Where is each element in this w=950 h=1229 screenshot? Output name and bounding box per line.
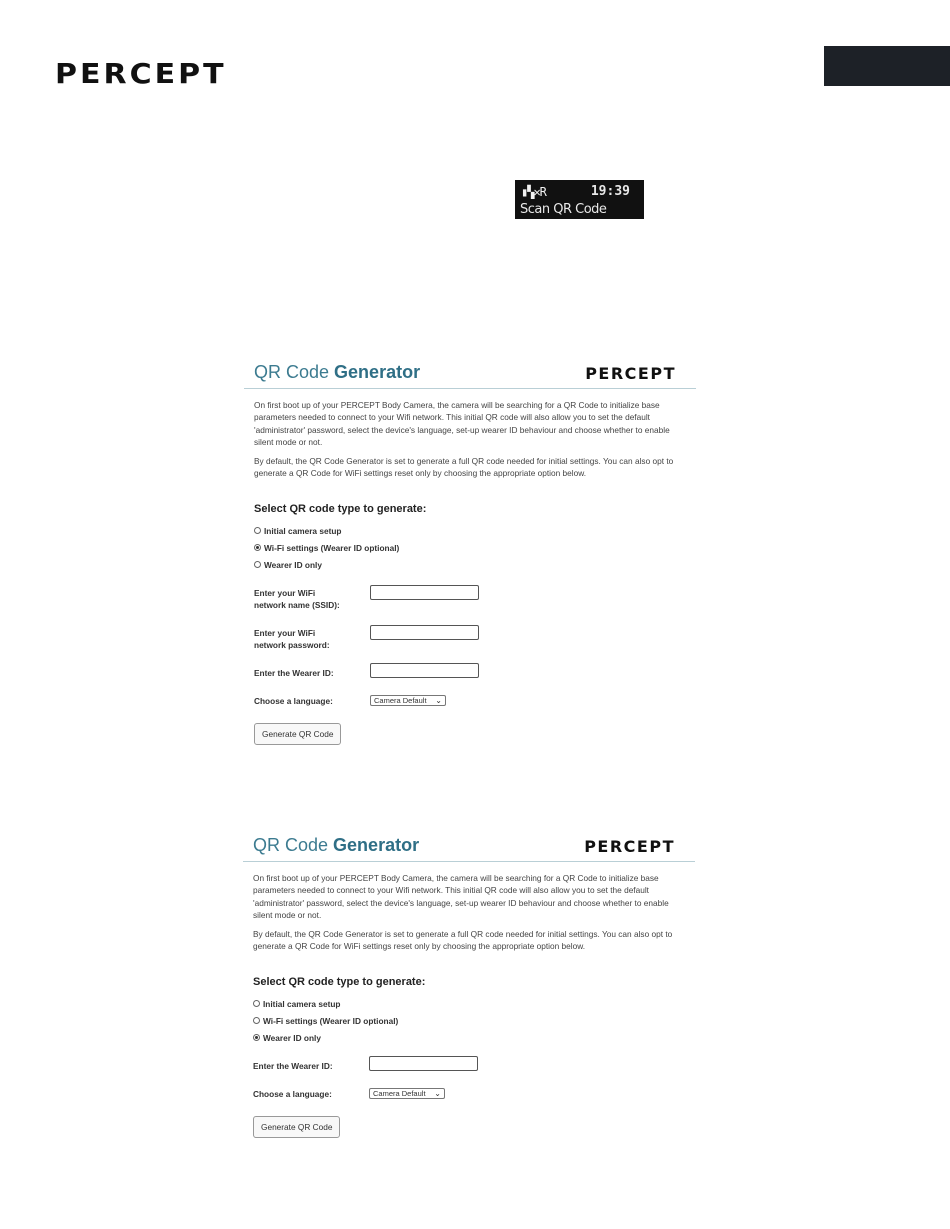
language-select[interactable] [370, 695, 446, 706]
password-label-line2: network password: [254, 640, 330, 651]
radio-label: Wi-Fi settings (Wearer ID optional) [264, 542, 400, 553]
title-bold: Generator [333, 835, 420, 855]
radio-button[interactable] [253, 1017, 260, 1024]
camera-screen-preview [515, 180, 644, 219]
title-light: QR Code [253, 835, 334, 855]
ssid-label-line1: Enter your WiFi [254, 588, 316, 599]
panel-header [244, 358, 696, 389]
radio-label: Wearer ID only [264, 559, 322, 570]
radio-label: Initial camera setup [264, 525, 342, 536]
logo-text: PERCEPT [55, 58, 227, 91]
radio-label: Wearer ID only [263, 1032, 321, 1043]
radio-label: Wi-Fi settings (Wearer ID optional) [263, 1015, 399, 1026]
password-input[interactable] [370, 625, 479, 640]
qr-generator-panel-wearer [243, 831, 695, 1138]
panel-header [243, 831, 695, 862]
radio-button[interactable] [253, 1000, 260, 1007]
intro-paragraph: On first boot up of your PERCEPT Body Camera, the camera will be searching for a QR Code to initialize base parameters needed to connect to your Wifi network. This initial QR code will also allow you to set the default 'administrator' password, select the device's language, set-up wearer ID behaviour and choose whether to enable silent mode or not. [254, 400, 670, 448]
intro-paragraph: On first boot up of your PERCEPT Body Camera, the camera will be searching for a QR Code to initialize base parameters needed to connect to your Wifi network. This initial QR code will also allow you to set the default 'administrator' password, select the device's language, set-up wearer ID behaviour and choose whether to enable silent mode or not. [253, 873, 669, 921]
radio-wearer-id-only[interactable] [254, 556, 696, 573]
password-label [254, 627, 364, 651]
radio-wifi-settings[interactable] [253, 1012, 695, 1029]
title-light: QR Code [254, 362, 335, 382]
wearer-id-input[interactable] [370, 663, 479, 678]
generate-qr-button[interactable]: Generate QR Code [253, 1116, 340, 1138]
radio-initial-camera-setup[interactable] [254, 522, 696, 539]
camera-caption: Scan QR Code [520, 202, 607, 217]
panel-title [254, 362, 420, 383]
password-label-line1: Enter your WiFi [254, 628, 316, 639]
wearer-label: Enter the Wearer ID: [253, 1061, 333, 1072]
radio-button[interactable] [254, 561, 261, 568]
wearer-field-row [243, 1060, 695, 1088]
panel-logo: PERCEPT [585, 364, 676, 383]
password-field-row [244, 627, 696, 667]
radio-wifi-settings[interactable] [254, 539, 696, 556]
wearer-id-input[interactable] [369, 1056, 478, 1071]
generate-qr-button[interactable]: Generate QR Code [254, 723, 341, 745]
select-type-heading: Select QR code type to generate: [253, 976, 426, 989]
default-paragraph: By default, the QR Code Generator is set to generate a full QR code needed for initial settings. You can also opt to generate a QR Code for WiFi settings reset only by choosing the appropriate option below. [253, 928, 673, 952]
chevron-down-icon: ⌄ [434, 1089, 441, 1099]
language-select[interactable] [369, 1088, 445, 1099]
radio-button-selected[interactable] [254, 544, 261, 551]
language-label: Choose a language: [253, 1089, 332, 1100]
ssid-field-row [244, 587, 696, 627]
radio-label: Initial camera setup [263, 998, 341, 1009]
radio-wearer-id-only[interactable] [253, 1029, 695, 1046]
camera-clock: 19:39 [590, 184, 630, 199]
radio-initial-camera-setup[interactable] [253, 995, 695, 1012]
wearer-label: Enter the Wearer ID: [254, 668, 334, 679]
select-type-heading: Select QR code type to generate: [254, 503, 427, 516]
language-select-value: Camera Default [374, 696, 427, 706]
radio-button-selected[interactable] [253, 1034, 260, 1041]
default-paragraph: By default, the QR Code Generator is set to generate a full QR code needed for initial settings. You can also opt to generate a QR Code for WiFi settings reset only by choosing the appropriate option below. [254, 455, 674, 479]
ssid-label-line2: network name (SSID): [254, 600, 340, 611]
qr-generator-panel-wifi [244, 358, 696, 745]
language-field-row [244, 695, 696, 723]
language-label: Choose a language: [254, 696, 333, 707]
language-select-value: Camera Default [373, 1089, 426, 1099]
radio-button[interactable] [254, 527, 261, 534]
qr-type-radio-group [244, 522, 696, 573]
wearer-field-row [244, 667, 696, 695]
chevron-down-icon: ⌄ [435, 696, 442, 706]
percept-logo [55, 58, 227, 90]
ssid-input[interactable] [370, 585, 479, 600]
ssid-label [254, 587, 364, 611]
panel-title [253, 835, 419, 856]
language-field-row [243, 1088, 695, 1116]
qr-type-radio-group [243, 995, 695, 1046]
camera-status-icons: ▮▚✕R [521, 185, 546, 199]
panel-logo: PERCEPT [584, 837, 675, 856]
header-corner-block [824, 46, 950, 86]
title-bold: Generator [334, 362, 421, 382]
